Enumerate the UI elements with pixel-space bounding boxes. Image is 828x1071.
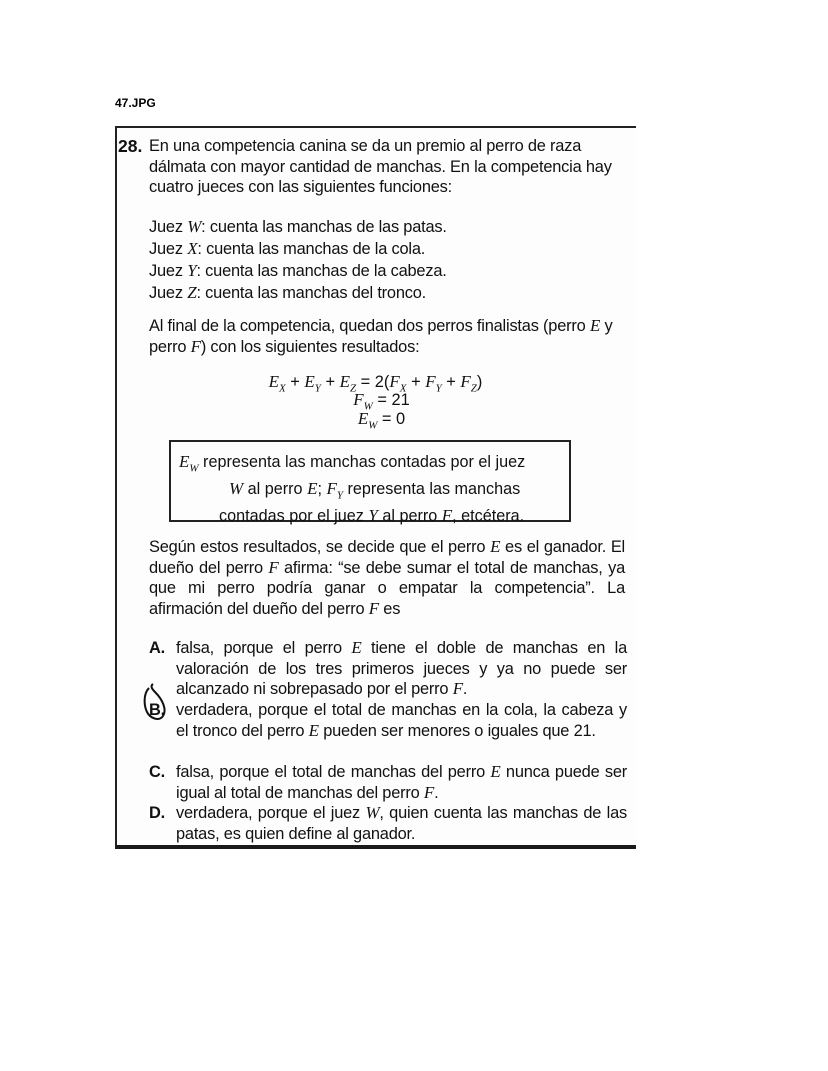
equation-ew: $E_W = 0$: [357, 409, 406, 432]
option-text: verdadera, porque el juez W, quien cuenta las manchas de las patas, es quien define al ganador.: [176, 803, 627, 843]
option-d[interactable]: [149, 803, 627, 844]
judge-y: Juez Y: cuenta las manchas de la cabeza.: [149, 261, 447, 280]
option-letter: D.: [149, 804, 165, 822]
handwritten-answer-circle: [141, 682, 181, 726]
judges-list: [149, 216, 625, 304]
notation-note-box: $E_W$ representa las manchas contadas por el juez W al perro E; $F_Y$ representa las manchas contadas por el juez Y al perro F, etcétera.: [169, 440, 571, 522]
judge-x: Juez X: cuenta las manchas de la cola.: [149, 239, 426, 258]
option-text: verdadera, porque el total de manchas en la cola, la cabeza y el tronco del perro E pueden ser menores o iguales que 21.: [176, 701, 627, 740]
judge-w: Juez W: cuenta las manchas de las patas.: [149, 217, 447, 236]
finalists-paragraph: Al final de la competencia, quedan dos perros finalistas (perro E y perro F) con los siguientes resultados:: [149, 316, 613, 356]
equation-sum: $E_X + E_Y + E_Z = 2(F_X + F_Y + F_Z)$: [268, 372, 483, 395]
option-a[interactable]: [149, 638, 627, 700]
option-c[interactable]: [149, 762, 627, 803]
option-letter: C.: [149, 763, 165, 781]
scanned-question-image: [115, 126, 636, 849]
option-letter: B.: [149, 701, 165, 719]
question-stem: En una competencia canina se da un premio al perro de raza dálmata con mayor cantidad de manchas. En la competencia hay cuatro jueces con las siguientes funciones:: [149, 137, 612, 196]
question-prompt: Según estos resultados, se decide que el perro E es el ganador. El dueño del perro F afirma: “se debe sumar el total de manchas, ya que mi perro podría ganar o empatar la competencia”. La afirmación del dueño del perro F es: [149, 537, 626, 618]
question-number: 28.: [118, 136, 143, 156]
option-text: falsa, porque el perro E tiene el doble de manchas en la valoración de los tres primeros jueces y ya no puede ser alcanzado ni sobrepasado por el perro F.: [176, 638, 627, 698]
option-text: falsa, porque el total de manchas del perro E nunca puede ser igual al total de manchas del perro F.: [176, 762, 627, 802]
equation-fw: $F_W = 21$: [353, 390, 410, 413]
judge-z: Juez Z: cuenta las manchas del tronco.: [149, 283, 427, 302]
option-b[interactable]: [149, 700, 627, 741]
option-letter: A.: [149, 639, 165, 657]
file-name-label: 47.JPG: [115, 96, 156, 110]
